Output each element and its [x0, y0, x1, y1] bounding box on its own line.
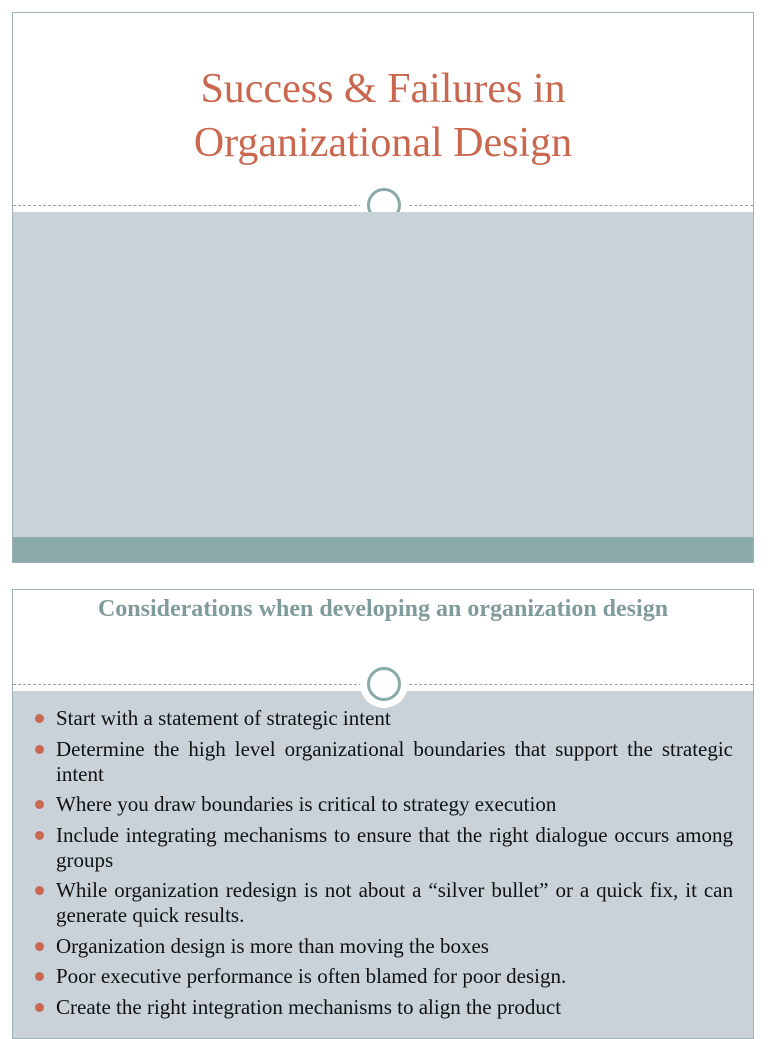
slide-1-title: Success & Failures in Organizational Design	[193, 66, 573, 166]
list-item: Where you draw boundaries is critical to strategy execution	[56, 792, 733, 817]
list-item: While organization redesign is not about a “silver bullet” or a quick fix, it can generate quick results.	[56, 878, 733, 927]
slide-2	[12, 589, 754, 1039]
slide-1	[12, 12, 754, 563]
list-item: Determine the high level organizational boundaries that support the strategic intent	[56, 736, 733, 786]
list-item: Organization design is more than moving the boxes	[56, 934, 733, 959]
list-item: Poor executive performance is often blamed for poor design.	[56, 964, 733, 989]
bullet-list	[13, 590, 754, 1025]
list-item: Start with a statement of strategic intent	[56, 706, 733, 731]
list-item: Create the right integration mechanisms to align the product	[56, 995, 733, 1020]
slide-2-title: Considerations when developing an organization design	[97, 596, 669, 622]
slide-1-footer-band	[13, 537, 753, 563]
slide-1-content-panel	[13, 212, 753, 537]
slide-1-title-area	[13, 13, 753, 209]
list-item: Include integrating mechanisms to ensure that the right dialogue occurs among groups	[56, 822, 733, 872]
